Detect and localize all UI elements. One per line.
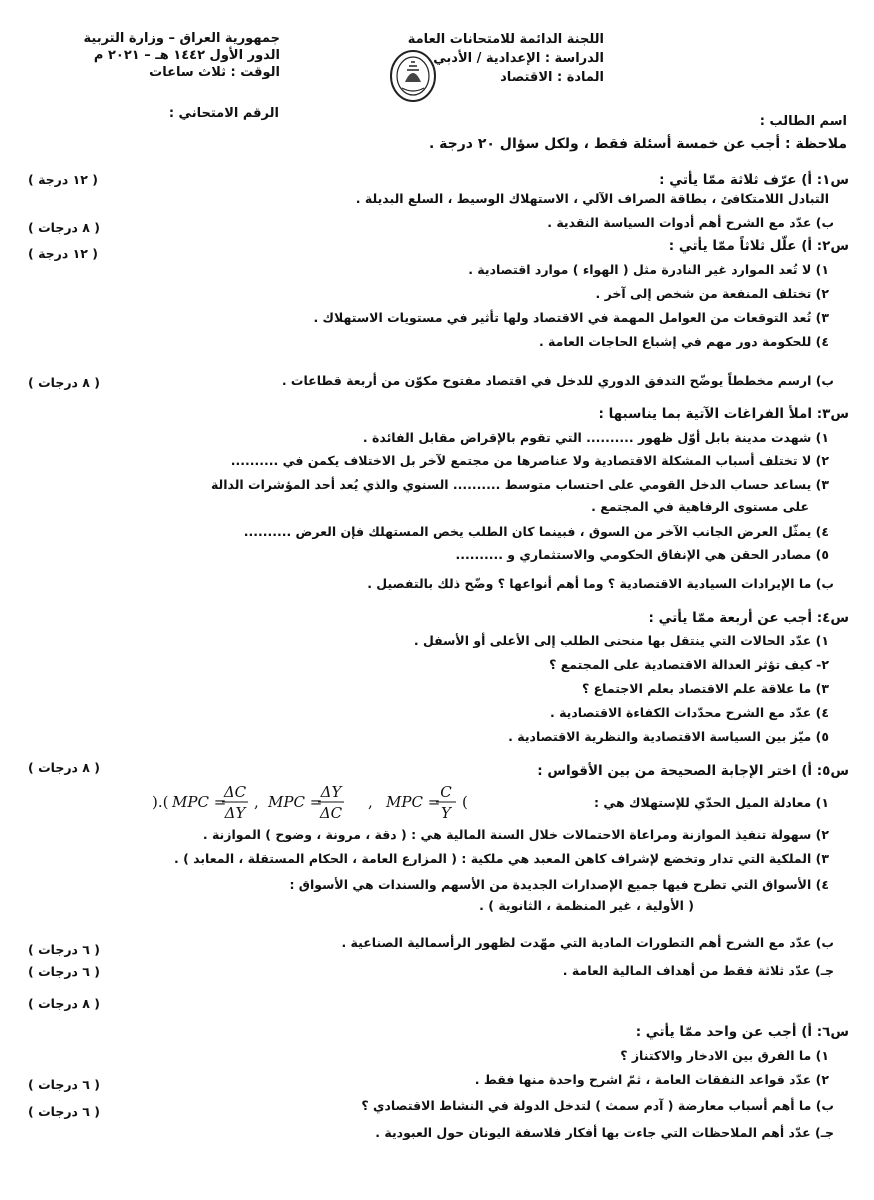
q1-part-b: ب) عدّد مع الشرح أهم أدوات السياسة النقدية . [547, 215, 834, 230]
q4-item: ٤) عدّد مع الشرح محدّدات الكفاءة الاقتصادية . [549, 705, 829, 720]
formula-lhs: MPC = [268, 793, 323, 811]
q3-item: ٢) لا تختلف أسباب المشكلة الاقتصادية ولا عناصرها من مجتمع لآخر بل الاختلاف يكمن في .......... [230, 453, 829, 468]
mpc-formula [150, 782, 520, 822]
exam-note: ملاحظة : أجب عن خمسة أسئلة فقط ، ولكل سؤال ٢٠ درجة . [428, 136, 847, 152]
marks-label: ( ١٢ درجة ) [28, 172, 98, 187]
formula-num: ΔC [223, 783, 247, 801]
marks-label: ( ٨ درجات ) [28, 375, 101, 390]
exam-number-label: الرقم الامتحاني : [168, 106, 279, 121]
q4-item: ١) عدّد الحالات التي ينتقل بها منحنى الطلب إلى الأعلى أو الأسفل . [413, 633, 829, 648]
q3-item: ٥) مصادر الحقن هي الإنفاق الحكومي والاستثماري و .......... [455, 547, 829, 562]
exam-session: الدور الأول ١٤٤٢ هـ – ٢٠٢١ م [93, 48, 280, 63]
q4-item: ٣) ما علاقة علم الاقتصاد بعلم الاجتماع ؟ [581, 681, 829, 696]
formula-den: ΔC [319, 804, 343, 822]
subject-name: المادة : الاقتصاد [500, 70, 604, 85]
q5-item-cont: ( الأولية ، غير المنظمة ، الثانوية ) . [479, 898, 694, 913]
q6-part-b: ب) ما أهم أسباب معارضة ( آدم سمث ) لتدخل الدولة في النشاط الاقتصادي ؟ [361, 1098, 834, 1113]
formula-num: ΔY [320, 783, 342, 801]
committee-name: اللجنة الدائمة للامتحانات العامة [407, 32, 604, 47]
formula-paren: ).( [152, 793, 169, 811]
q6-item: ١) ما الفرق بين الادخار والاكتناز ؟ [620, 1048, 829, 1063]
q3-heading: س٣: املأ الفراغات الآتية بما يناسبها : [598, 406, 849, 422]
ministry-seal-icon [388, 48, 438, 104]
q6-heading: س٦: أ) أجب عن واحد ممّا يأتي : [635, 1024, 849, 1040]
q5-heading: س٥: أ) اختر الإجابة الصحيحة من بين الأقواس : [537, 763, 849, 779]
formula-comma: , [368, 793, 373, 811]
marks-label: ( ١٢ درجة ) [28, 246, 98, 261]
marks-label: ( ٦ درجات ) [28, 942, 101, 957]
header-left [40, 30, 280, 81]
marks-label: ( ٨ درجات ) [28, 996, 101, 1011]
q5-item: ٤) الأسواق التي تطرح فيها جميع الإصدارات الجديدة من الأسهم والسندات هي الأسواق : [289, 877, 829, 892]
formula-comma: , [254, 793, 259, 811]
q5-part-c: جـ) عدّد ثلاثة فقط من أهداف المالية العامة . [562, 963, 834, 978]
republic-ministry: جمهورية العراق – وزارة التربية [83, 31, 280, 46]
formula-lhs: MPC = [172, 793, 227, 811]
formula-den: Y [441, 804, 451, 822]
formula-lhs: MPC = [386, 793, 441, 811]
q6-item: ٢) عدّد قواعد النفقات العامة ، ثمّ اشرح واحدة منها فقط . [474, 1072, 829, 1087]
q2-heading: س٢: أ) علّل ثلاثاً ممّا يأتي : [668, 238, 849, 254]
marks-label: ( ٦ درجات ) [28, 964, 101, 979]
formula-den: ΔY [224, 804, 246, 822]
marks-label: ( ٨ درجات ) [28, 220, 101, 235]
q3-item: ١) شهدت مدينة بابل أوّل ظهور .......... التي تقوم بالإقراض مقابل الفائدة . [362, 430, 829, 445]
q3-item: ٤) يمثّل العرض الجانب الآخر من السوق ، فبينما كان الطلب يخص المستهلك فإن العرض .......... [243, 524, 829, 539]
q3-item-cont: على مستوى الرفاهية في المجتمع . [591, 499, 809, 514]
q3-item: ٣) يساعد حساب الدخل القومي على احتساب متوسط .......... السنوي والذي يُعد أحد المؤشرات الدالة [210, 477, 829, 492]
marks-label: ( ٨ درجات ) [28, 760, 101, 775]
q2-item: ١) لا تُعد الموارد غير النادرة مثل ( الهواء ) موارد اقتصادية . [468, 262, 829, 277]
marks-label: ( ٦ درجات ) [28, 1077, 101, 1092]
study-branch: الدراسة : الإعدادية / الأدبي [433, 51, 604, 66]
student-name-label: اسم الطالب : [759, 114, 847, 129]
q1-heading: س١: أ) عرّف ثلاثة ممّا يأتي : [659, 172, 849, 188]
exam-time: الوقت : ثلاث ساعات [149, 65, 280, 80]
q3-part-b: ب) ما الإيرادات السيادية الاقتصادية ؟ وما أهم أنواعها ؟ وضّح ذلك بالتفصيل . [367, 576, 834, 591]
q5-part-b: ب) عدّد مع الشرح أهم التطورات المادية التي مهّدت لظهور الرأسمالية الصناعية . [341, 935, 834, 950]
q4-item: ٢- كيف تؤثر العدالة الاقتصادية على المجتمع ؟ [549, 657, 829, 672]
q6-part-c: جـ) عدّد أهم الملاحظات التي جاءت بها أفكار فلاسفة اليونان حول العبودية . [375, 1125, 834, 1140]
q4-heading: س٤: أجب عن أربعة ممّا يأتي : [648, 610, 849, 626]
q2-item: ٣) تُعد التوقعات من العوامل المهمة في الاقتصاد ولها تأثير في مستويات الاستهلاك . [313, 310, 829, 325]
header-right [274, 30, 604, 87]
q2-part-b: ب) ارسم مخططاً يوضّح التدفق الدوري للدخل في اقتصاد مفتوح مكوّن من أربعة قطاعات . [281, 373, 834, 388]
q5-item: ١) معادلة الميل الحدّي للإستهلاك هي : [593, 795, 829, 810]
formula-num: C [440, 783, 452, 801]
formula-paren: ( [462, 793, 468, 811]
q5-item: ٢) سهولة تنفيذ الموازنة ومراعاة الاحتمالات خلال السنة المالية هي : ( دقة ، مرونة ، وضوح ) الموازنة . [202, 827, 829, 842]
q1-item: التبادل اللامتكافئ ، بطاقة الصراف الآلي ، الاستهلاك الوسيط ، السلع البديلة . [355, 191, 829, 206]
q4-item: ٥) ميّز بين السياسة الاقتصادية والنظرية الاقتصادية . [508, 729, 829, 744]
q2-item: ٤) للحكومة دور مهم في إشباع الحاجات العامة . [538, 334, 829, 349]
marks-label: ( ٦ درجات ) [28, 1104, 101, 1119]
q2-item: ٢) تختلف المنفعة من شخص إلى آخر . [595, 286, 829, 301]
q5-item: ٣) الملكية التي تدار وتخضع لإشراف كاهن المعبد هي ملكية : ( المزارع العامة ، الحكام المستقلة ، المعابد ) . [173, 851, 829, 866]
